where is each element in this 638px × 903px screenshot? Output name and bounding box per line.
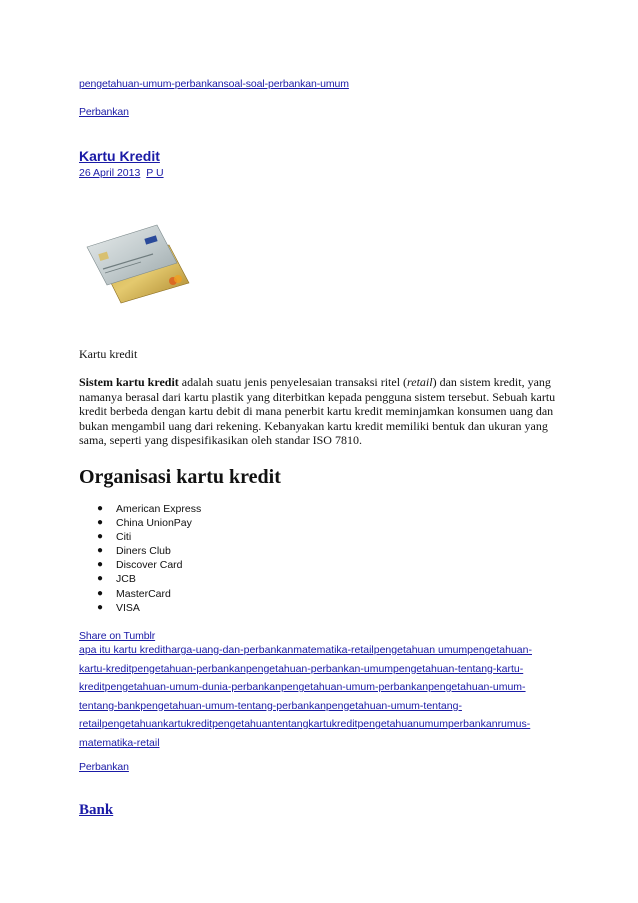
tag-link-line[interactable]: matematika-retail [79,736,160,749]
list-item: ● Diners Club [97,545,171,558]
bullet-icon: ● [97,559,104,571]
organization-heading: Organisasi kartu kredit [79,466,281,488]
bullet-icon: ● [97,587,104,599]
bullet-icon: ● [97,517,104,529]
image-caption: Kartu kredit [79,347,138,361]
list-item: ● VISA [97,601,140,614]
list-item: ● Citi [97,531,132,544]
post-paragraph [79,375,562,448]
next-post-title[interactable]: Bank [79,802,114,818]
list-item: ● American Express [97,503,202,515]
post-author-link[interactable]: P U [146,167,164,179]
list-item: ● China UnionPay [97,517,192,530]
top-tags-link[interactable]: pengetahuan-umum-perbankansoal-soal-perbankan-umum [79,78,349,90]
bullet-icon: ● [97,545,104,557]
bullet-icon: ● [97,601,104,613]
post-date-link[interactable]: 26 April 2013 [79,167,141,179]
top-category-link[interactable]: Perbankan [79,106,129,118]
paragraph-lead-bold: Sistem kartu kredit [79,375,179,389]
credit-card-image [83,211,191,307]
list-item: ● JCB [97,573,136,586]
tag-link-line[interactable]: apa itu kartu kreditharga-uang-dan-perbankanmatematika-retailpengetahuan umumpengetahuan- [79,644,532,656]
tag-link-line[interactable]: kartu-kreditpengetahuan-perbankanpengetahuan-perbankan-umumpengetahuan-tentang-kartu- [79,662,524,675]
bullet-icon: ● [97,573,104,585]
paragraph-text-1: adalah suatu jenis penyelesaian transaksi ritel ( [178,375,408,389]
post-tags [79,641,565,752]
tag-link-line[interactable]: kreditpengetahuan-umum-dunia-perbankanpengetahuan-umum-perbankanpengetahuan-umum- [79,681,526,693]
post-category-link[interactable]: Perbankan [79,761,129,773]
post-meta [79,167,167,179]
paragraph-text-2: ) dan sistem kredit, yang namanya berasal dari kartu plastik yang diterbitkan kepada pengguna sistem tersebut. Sebuah kartu kredit berbeda dengan kartu debit di mana penerbit kartu kredit meminjamkan konsumen uang dan bukan mengambil uang dari rekening. Kebanyakan kartu kredit memiliki bentuk dan ukuran yang sama, seperti yang dispesifikasikan oleh standar ISO 7810. [79,375,556,447]
paragraph-italic: retail [407,375,433,389]
list-item: ● MasterCard [97,587,171,600]
bullet-icon: ● [97,531,104,543]
tag-link-line[interactable]: tentang-bankpengetahuan-umum-tentang-perbankanpengetahuan-umum-tentang- [79,699,462,712]
share-tumblr-link[interactable]: Share on Tumblr [79,630,156,642]
bullet-icon: ● [97,503,104,514]
list-item: ● Discover Card [97,559,183,572]
organization-list [79,502,379,615]
post-title[interactable]: Kartu Kredit [79,148,160,164]
tag-link-line[interactable]: retailpengetahuankartukreditpengetahuantentangkartukreditpengetahuanumumperbankanrumus- [79,718,531,730]
